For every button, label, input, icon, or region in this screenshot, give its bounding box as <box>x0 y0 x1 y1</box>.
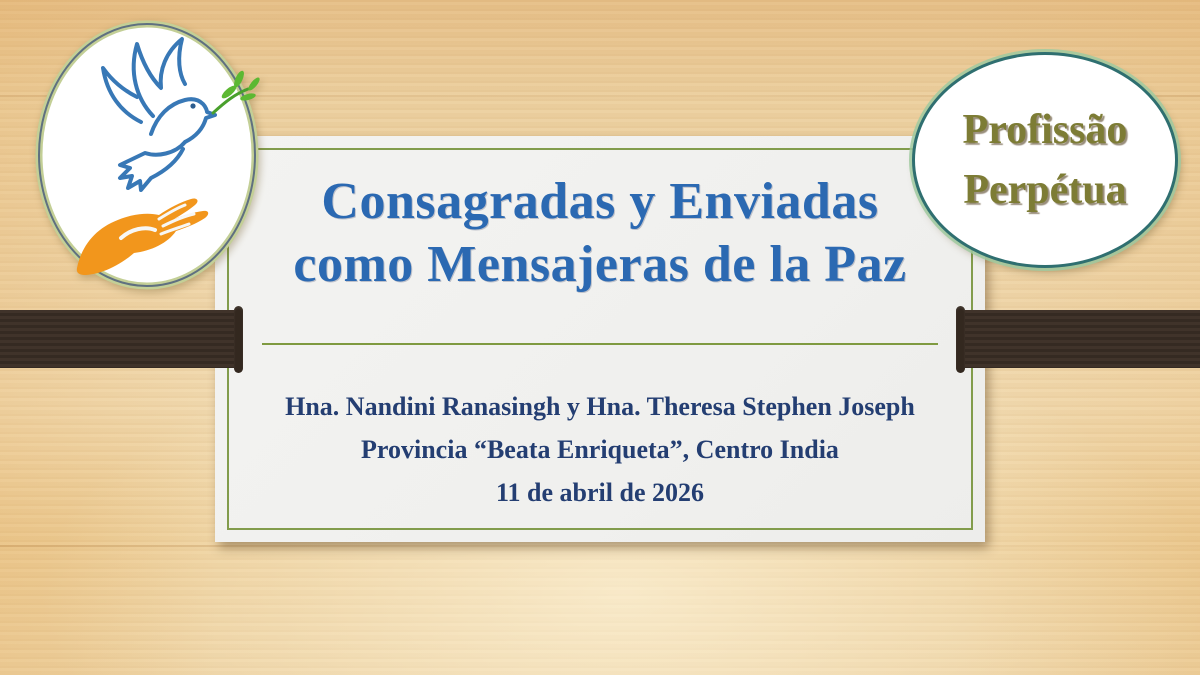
slide-title-line-2: como Mensajeras de la Paz <box>293 236 907 293</box>
badge-line-1: Profissão <box>962 107 1128 153</box>
ribbon-end-cap-right <box>956 306 965 373</box>
title-card <box>215 136 985 542</box>
slide-subtitle <box>215 385 985 514</box>
subtitle-province: Provincia “Beata Enriqueta”, Centro India <box>361 435 839 464</box>
subtitle-date: 11 de abril de 2026 <box>495 478 704 507</box>
wood-grain-seam <box>0 545 1200 547</box>
peace-emblem-oval <box>33 16 261 294</box>
badge-line-2: Perpétua <box>963 167 1127 213</box>
title-divider-line <box>262 343 938 345</box>
subtitle-authors: Hna. Nandini Ranasingh y Hna. Theresa Stephen Joseph <box>285 392 915 421</box>
ribbon-band-right <box>960 310 1200 368</box>
ribbon-band-left <box>0 310 238 368</box>
profession-badge-oval <box>912 52 1178 268</box>
slide-title <box>215 170 985 296</box>
slide-title-line-1: Consagradas y Enviadas <box>321 173 879 230</box>
peace-emblem-graphic <box>33 16 261 294</box>
ribbon-end-cap-left <box>234 306 243 373</box>
dove-eye <box>190 103 195 108</box>
